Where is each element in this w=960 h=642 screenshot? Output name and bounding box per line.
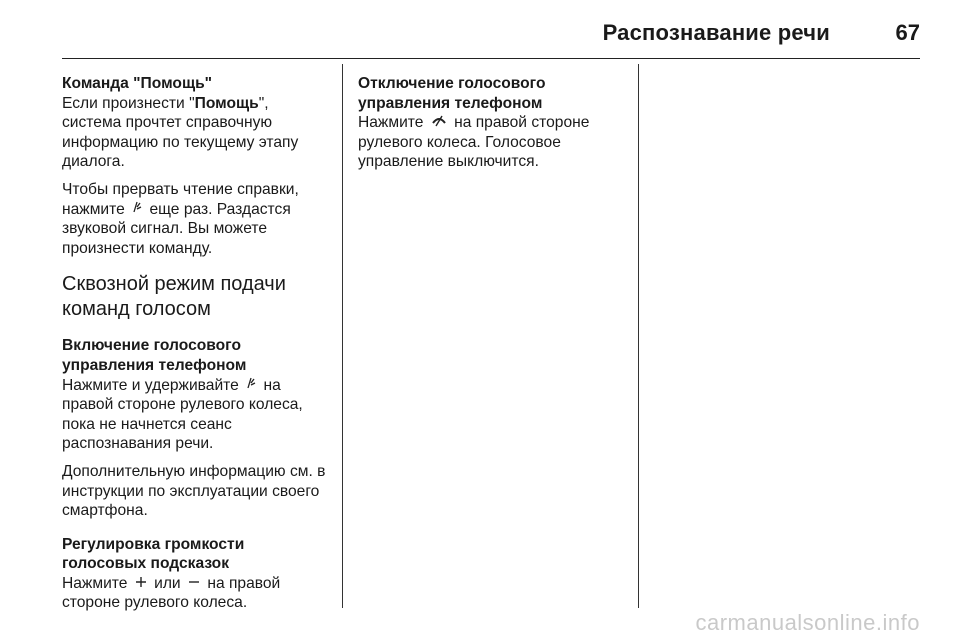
volume-block: [62, 535, 330, 613]
volume-heading: Регулировка громкости голосовых подсказок: [62, 535, 245, 573]
section-title: Сквозной режим подачи команд голосом: [62, 273, 286, 321]
column-divider-2: [638, 64, 639, 608]
text-run: Нажмите: [62, 574, 128, 592]
help-command: Помощь: [194, 94, 259, 112]
plus-icon: [135, 574, 147, 594]
phone-hangup-icon: [431, 113, 447, 133]
text-run: Чтобы прервать чтение справки, нажмите: [62, 180, 299, 218]
text-run: на правой стороне рулевого колеса, пока не начнется сеанс распознавания речи.: [62, 376, 303, 453]
disable-heading: Отключение голосового управления телефоном: [358, 75, 546, 112]
watermark: carmanualsonline.info: [695, 610, 920, 635]
minus-icon: [188, 574, 200, 594]
help-paragraph-2: [62, 180, 330, 258]
page-header: [62, 14, 920, 59]
voice-command-icon: [132, 200, 142, 220]
text-run: на правой стороне рулевого колеса.: [62, 574, 281, 612]
text-run: Нажмите и удерживайте: [62, 376, 239, 394]
text-run: Если произнести ": [62, 94, 195, 112]
text-run: еще раз. Раздастся звуковой сигнал. Вы можете произнести команду.: [62, 200, 291, 257]
voice-command-icon: [246, 376, 256, 396]
disable-block: [358, 74, 626, 172]
text-run: ", система прочтет справочную информацию по текущему этапу диалога.: [62, 94, 299, 171]
enable-heading: Включение голосового управления телефоном: [62, 337, 247, 374]
help-paragraph-1: [62, 94, 330, 172]
disable-paragraph-1: [358, 113, 626, 172]
column-middle: [358, 74, 626, 186]
volume-paragraph-1: [62, 574, 330, 613]
help-block: [62, 74, 330, 258]
text-run: или: [154, 574, 181, 592]
help-heading: Команда "Помощь": [62, 75, 213, 92]
page-title: Распознавание речи: [602, 20, 830, 45]
enable-paragraph-1: [62, 376, 330, 454]
text-run: Нажмите: [358, 114, 424, 132]
enable-paragraph-2: Дополнительную информацию см. в инструкции по эксплуатации своего смартфона.: [62, 462, 326, 520]
page-number: 67: [895, 20, 920, 45]
text-run: на правой стороне рулевого колеса. Голосовое управление выключится.: [358, 114, 590, 171]
column-divider-1: [342, 64, 343, 608]
column-left: [62, 74, 330, 627]
enable-block: [62, 336, 330, 520]
